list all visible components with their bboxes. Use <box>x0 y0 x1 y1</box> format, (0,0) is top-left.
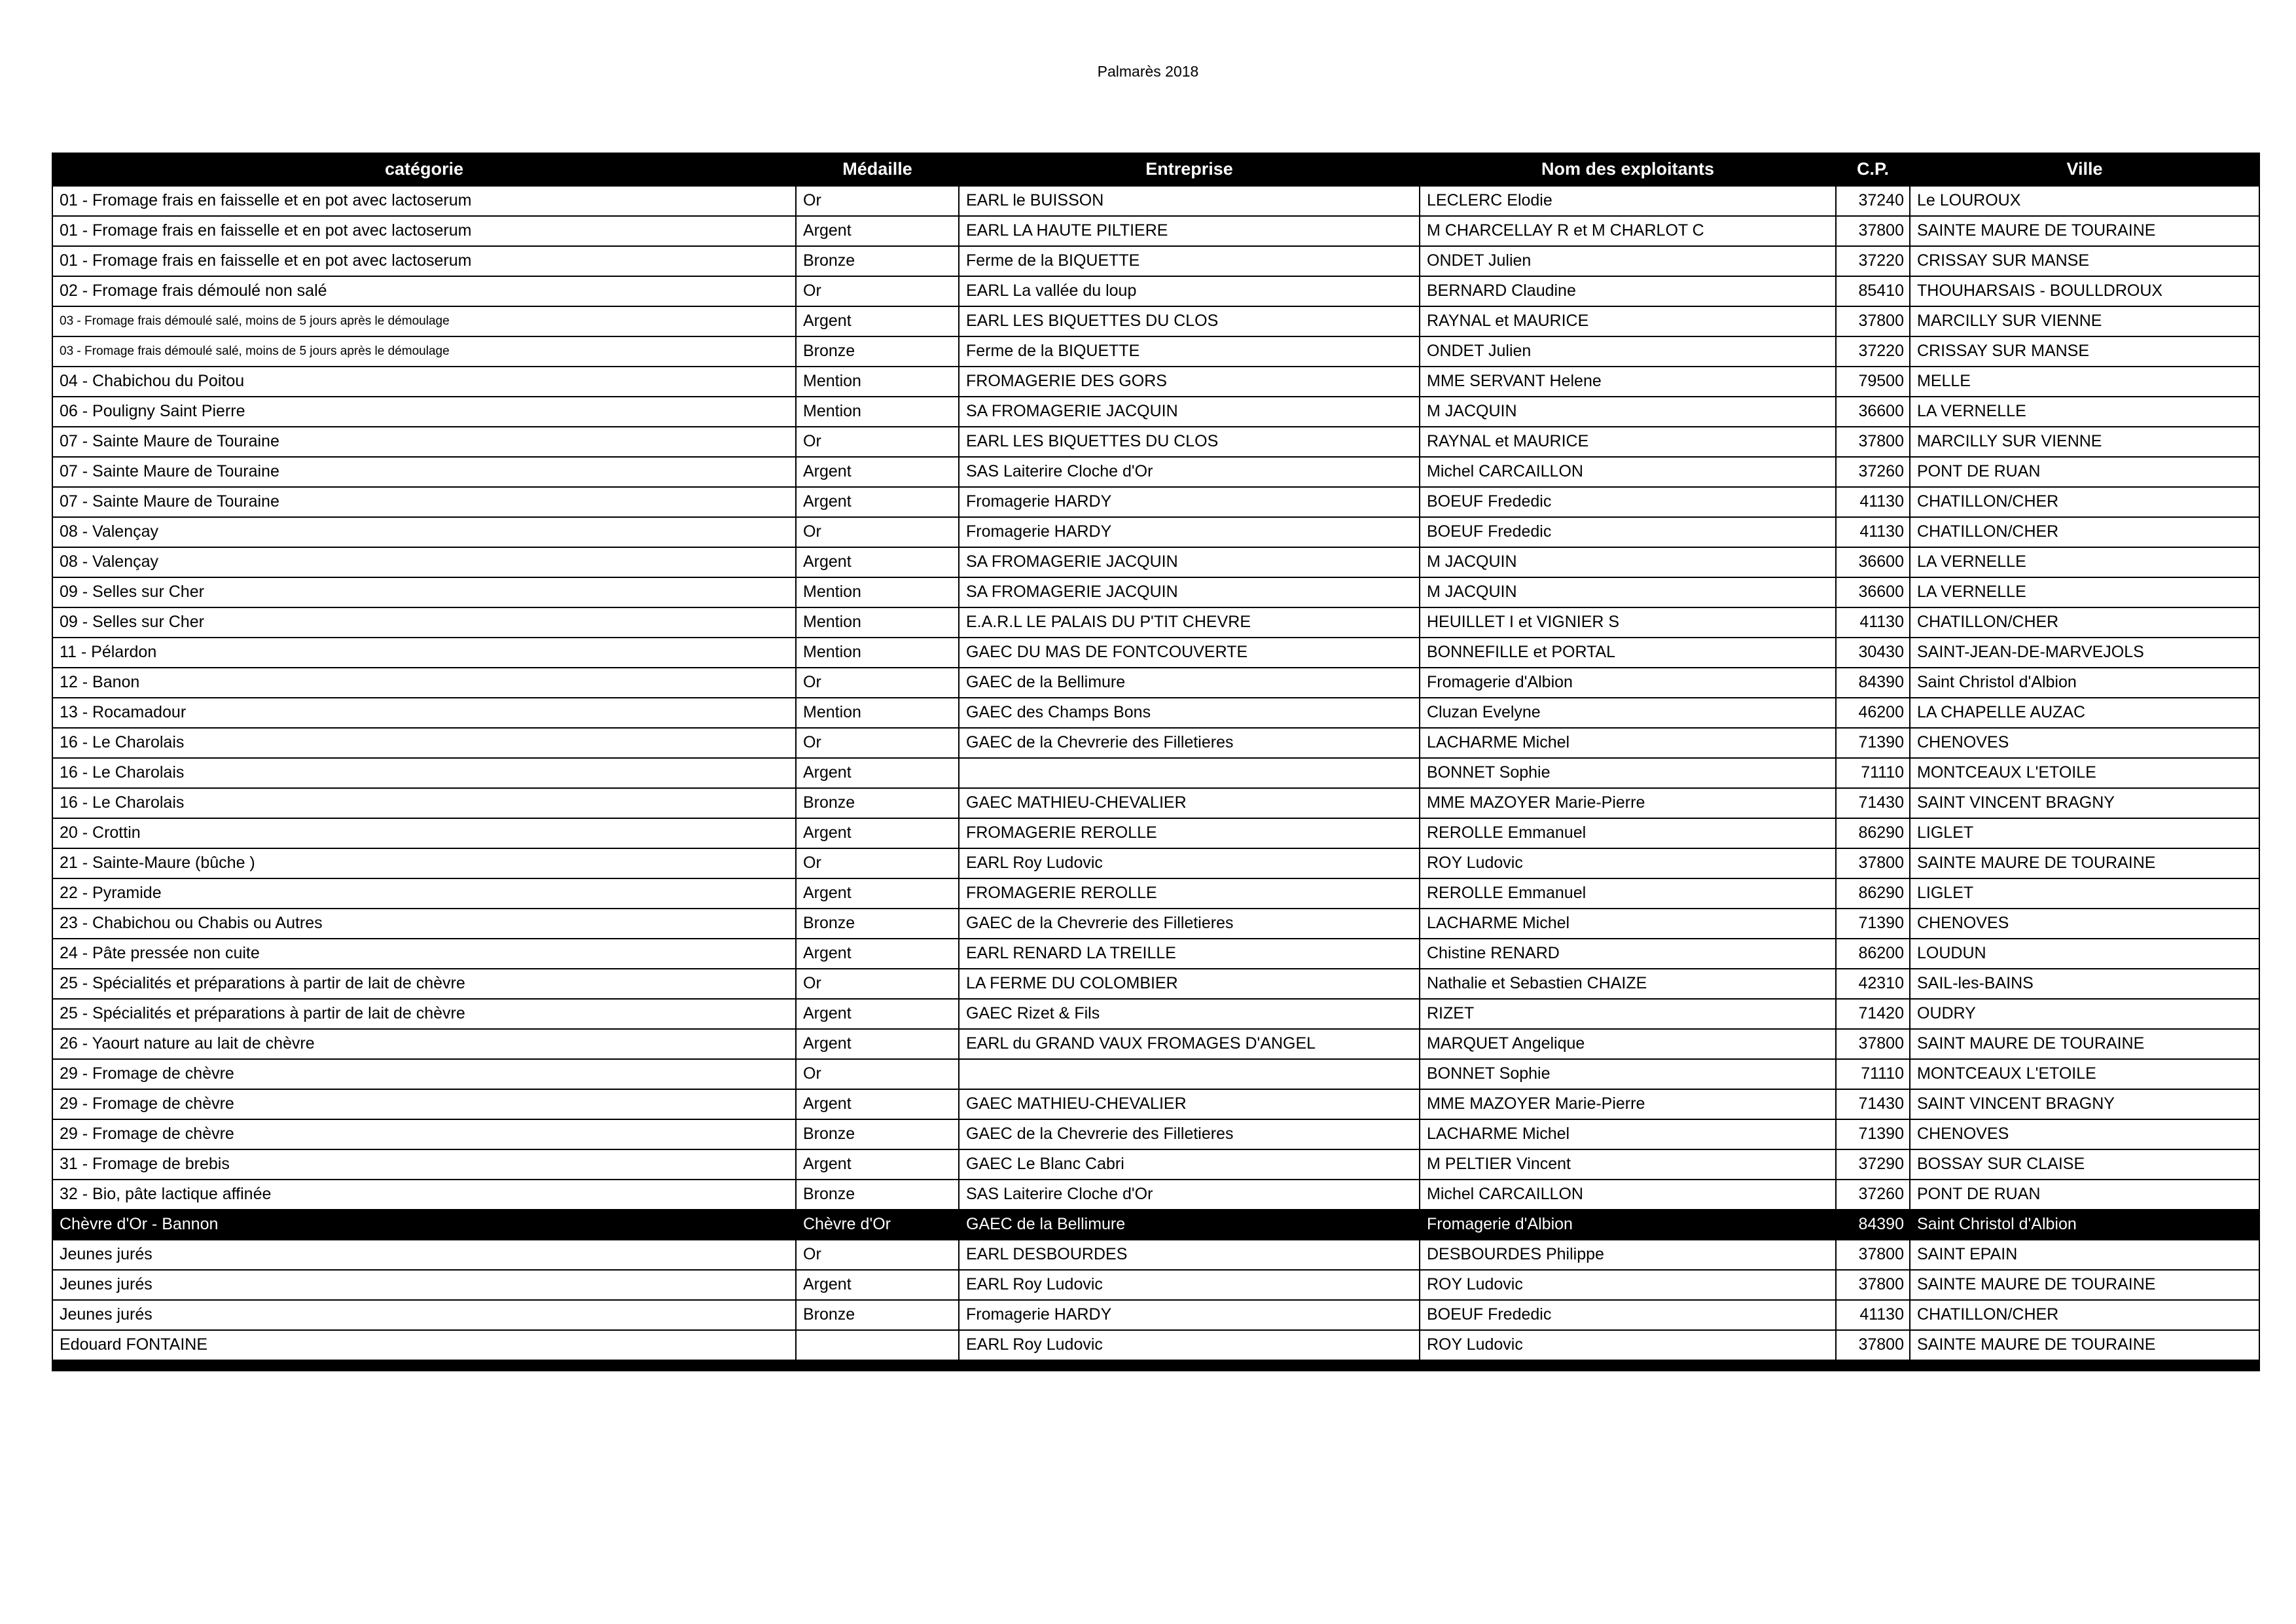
cell-categorie: Jeunes jurés <box>52 1240 796 1270</box>
cell-medaille: Argent <box>796 1029 959 1059</box>
table-row <box>52 909 2259 939</box>
cell-entreprise: EARL Roy Ludovic <box>959 1330 1420 1360</box>
cell-categorie: 16 - Le Charolais <box>52 788 796 818</box>
cell-exploitants: ONDET Julien <box>1420 246 1836 276</box>
cell-categorie: 12 - Banon <box>52 668 796 698</box>
cell-categorie: 20 - Crottin <box>52 818 796 848</box>
cell-entreprise: EARL Roy Ludovic <box>959 848 1420 878</box>
cell-categorie: 11 - Pélardon <box>52 638 796 668</box>
cell-exploitants: DESBOURDES Philippe <box>1420 1240 1836 1270</box>
cell-cp: 37220 <box>1836 246 1910 276</box>
cell-medaille: Or <box>796 517 959 547</box>
cell-entreprise: GAEC des Champs Bons <box>959 698 1420 728</box>
table-row <box>52 607 2259 638</box>
cell-entreprise: Ferme de la BIQUETTE <box>959 336 1420 367</box>
cell-categorie: 09 - Selles sur Cher <box>52 607 796 638</box>
cell-entreprise: EARL La vallée du loup <box>959 276 1420 306</box>
cell-cp: 36600 <box>1836 577 1910 607</box>
cell-ville: SAIL-les-BAINS <box>1910 969 2259 999</box>
cell-entreprise: GAEC Le Blanc Cabri <box>959 1149 1420 1180</box>
cell-medaille: Bronze <box>796 246 959 276</box>
cell-categorie: 01 - Fromage frais en faisselle et en pot avec lactoserum <box>52 216 796 246</box>
column-header-cp: C.P. <box>1836 153 1910 186</box>
cell-categorie: 22 - Pyramide <box>52 878 796 909</box>
table-row <box>52 668 2259 698</box>
cell-ville: LA VERNELLE <box>1910 577 2259 607</box>
table-row <box>52 1059 2259 1089</box>
column-header-ville: Ville <box>1910 153 2259 186</box>
cell-medaille: Or <box>796 427 959 457</box>
cell-categorie: 31 - Fromage de brebis <box>52 1149 796 1180</box>
cell-ville: SAINT EPAIN <box>1910 1240 2259 1270</box>
cell-entreprise: GAEC DU MAS DE FONTCOUVERTE <box>959 638 1420 668</box>
table-footer-bar-cell <box>52 1360 2259 1371</box>
table-header <box>52 153 2259 186</box>
cell-categorie: 03 - Fromage frais démoulé salé, moins de 5 jours après le démoulage <box>52 336 796 367</box>
table-row <box>52 788 2259 818</box>
cell-categorie: 09 - Selles sur Cher <box>52 577 796 607</box>
cell-ville: MONTCEAUX L'ETOILE <box>1910 758 2259 788</box>
cell-exploitants: LACHARME Michel <box>1420 728 1836 758</box>
cell-categorie: 08 - Valençay <box>52 517 796 547</box>
cell-medaille: Or <box>796 848 959 878</box>
column-header-entreprise: Entreprise <box>959 153 1420 186</box>
cell-categorie: 29 - Fromage de chèvre <box>52 1089 796 1119</box>
cell-exploitants: Fromagerie d'Albion <box>1420 1210 1836 1240</box>
cell-cp: 30430 <box>1836 638 1910 668</box>
cell-ville: CHATILLON/CHER <box>1910 487 2259 517</box>
cell-categorie: Chèvre d'Or - Bannon <box>52 1210 796 1240</box>
cell-medaille: Or <box>796 668 959 698</box>
cell-categorie: 32 - Bio, pâte lactique affinée <box>52 1180 796 1210</box>
cell-cp: 71390 <box>1836 728 1910 758</box>
cell-categorie: 04 - Chabichou du Poitou <box>52 367 796 397</box>
cell-medaille: Bronze <box>796 788 959 818</box>
cell-medaille: Argent <box>796 1089 959 1119</box>
cell-exploitants: REROLLE Emmanuel <box>1420 818 1836 848</box>
cell-ville: PONT DE RUAN <box>1910 1180 2259 1210</box>
cell-exploitants: RAYNAL et MAURICE <box>1420 427 1836 457</box>
cell-ville: SAINT VINCENT BRAGNY <box>1910 788 2259 818</box>
cell-cp: 86290 <box>1836 818 1910 848</box>
cell-entreprise: EARL Roy Ludovic <box>959 1270 1420 1300</box>
cell-entreprise: EARL LES BIQUETTES DU CLOS <box>959 306 1420 336</box>
cell-categorie: 29 - Fromage de chèvre <box>52 1059 796 1089</box>
cell-medaille: Argent <box>796 547 959 577</box>
cell-cp: 37800 <box>1836 427 1910 457</box>
cell-cp: 86200 <box>1836 939 1910 969</box>
cell-cp: 41130 <box>1836 1300 1910 1330</box>
cell-medaille: Or <box>796 276 959 306</box>
cell-exploitants: Chistine RENARD <box>1420 939 1836 969</box>
cell-cp: 85410 <box>1836 276 1910 306</box>
cell-entreprise: EARL du GRAND VAUX FROMAGES D'ANGEL <box>959 1029 1420 1059</box>
cell-medaille: Argent <box>796 999 959 1029</box>
cell-exploitants: MME MAZOYER Marie-Pierre <box>1420 1089 1836 1119</box>
cell-ville: LA VERNELLE <box>1910 547 2259 577</box>
cell-exploitants: LACHARME Michel <box>1420 1119 1836 1149</box>
table-row <box>52 1210 2259 1240</box>
cell-entreprise: EARL LES BIQUETTES DU CLOS <box>959 427 1420 457</box>
table-row <box>52 547 2259 577</box>
cell-ville: CHATILLON/CHER <box>1910 517 2259 547</box>
cell-cp: 84390 <box>1836 668 1910 698</box>
cell-ville: CHENOVES <box>1910 728 2259 758</box>
cell-ville: LIGLET <box>1910 878 2259 909</box>
cell-ville: CHATILLON/CHER <box>1910 607 2259 638</box>
cell-cp: 41130 <box>1836 607 1910 638</box>
table-row <box>52 939 2259 969</box>
cell-entreprise: GAEC MATHIEU-CHEVALIER <box>959 788 1420 818</box>
cell-medaille: Or <box>796 1240 959 1270</box>
table-header-row <box>52 153 2259 186</box>
cell-cp: 37800 <box>1836 306 1910 336</box>
cell-medaille: Argent <box>796 457 959 487</box>
cell-entreprise: GAEC de la Chevrerie des Filletieres <box>959 909 1420 939</box>
cell-cp: 37800 <box>1836 216 1910 246</box>
cell-exploitants: BONNET Sophie <box>1420 758 1836 788</box>
cell-exploitants: Fromagerie d'Albion <box>1420 668 1836 698</box>
cell-entreprise: GAEC de la Chevrerie des Filletieres <box>959 1119 1420 1149</box>
table-body <box>52 186 2259 1371</box>
page-title: Palmarès 2018 <box>1097 63 1199 80</box>
cell-medaille: Bronze <box>796 909 959 939</box>
cell-entreprise: SAS Laiterire Cloche d'Or <box>959 1180 1420 1210</box>
cell-medaille: Argent <box>796 306 959 336</box>
cell-exploitants: MME SERVANT Helene <box>1420 367 1836 397</box>
cell-exploitants: Michel CARCAILLON <box>1420 1180 1836 1210</box>
table-row <box>52 276 2259 306</box>
cell-exploitants: BOEUF Frededic <box>1420 517 1836 547</box>
cell-cp: 37800 <box>1836 1029 1910 1059</box>
cell-entreprise: EARL DESBOURDES <box>959 1240 1420 1270</box>
cell-cp: 37800 <box>1836 1330 1910 1360</box>
column-header-medaille: Médaille <box>796 153 959 186</box>
cell-categorie: 29 - Fromage de chèvre <box>52 1119 796 1149</box>
table-row <box>52 1149 2259 1180</box>
cell-medaille: Mention <box>796 607 959 638</box>
cell-medaille: Argent <box>796 878 959 909</box>
cell-cp: 71390 <box>1836 1119 1910 1149</box>
cell-entreprise <box>959 758 1420 788</box>
cell-entreprise: SA FROMAGERIE JACQUIN <box>959 577 1420 607</box>
cell-medaille: Bronze <box>796 1180 959 1210</box>
cell-medaille: Argent <box>796 818 959 848</box>
cell-ville: CHENOVES <box>1910 909 2259 939</box>
cell-medaille: Mention <box>796 367 959 397</box>
cell-cp: 71390 <box>1836 909 1910 939</box>
cell-categorie: 07 - Sainte Maure de Touraine <box>52 487 796 517</box>
cell-entreprise: GAEC MATHIEU-CHEVALIER <box>959 1089 1420 1119</box>
cell-cp: 37220 <box>1836 336 1910 367</box>
cell-entreprise: FROMAGERIE REROLLE <box>959 818 1420 848</box>
cell-exploitants: BOEUF Frededic <box>1420 1300 1836 1330</box>
cell-categorie: 06 - Pouligny Saint Pierre <box>52 397 796 427</box>
cell-categorie: 25 - Spécialités et préparations à partir de lait de chèvre <box>52 999 796 1029</box>
cell-ville: MONTCEAUX L'ETOILE <box>1910 1059 2259 1089</box>
table-row <box>52 638 2259 668</box>
cell-cp: 71110 <box>1836 1059 1910 1089</box>
cell-medaille: Mention <box>796 698 959 728</box>
column-header-exploitants: Nom des exploitants <box>1420 153 1836 186</box>
table-row <box>52 728 2259 758</box>
cell-medaille: Or <box>796 969 959 999</box>
cell-exploitants: MME MAZOYER Marie-Pierre <box>1420 788 1836 818</box>
cell-categorie: 23 - Chabichou ou Chabis ou Autres <box>52 909 796 939</box>
cell-exploitants: BONNEFILLE et PORTAL <box>1420 638 1836 668</box>
table-row <box>52 1180 2259 1210</box>
table-row <box>52 186 2259 216</box>
cell-exploitants: LECLERC Elodie <box>1420 186 1836 216</box>
table-row <box>52 698 2259 728</box>
cell-cp: 37260 <box>1836 457 1910 487</box>
cell-ville: MELLE <box>1910 367 2259 397</box>
cell-medaille: Argent <box>796 758 959 788</box>
table-row <box>52 1270 2259 1300</box>
cell-entreprise: FROMAGERIE REROLLE <box>959 878 1420 909</box>
cell-medaille: Argent <box>796 1270 959 1300</box>
cell-categorie: 24 - Pâte pressée non cuite <box>52 939 796 969</box>
cell-cp: 37260 <box>1836 1180 1910 1210</box>
cell-entreprise: Fromagerie HARDY <box>959 517 1420 547</box>
table-row <box>52 1119 2259 1149</box>
cell-entreprise: E.A.R.L LE PALAIS DU P'TIT CHEVRE <box>959 607 1420 638</box>
cell-ville: SAINT-JEAN-DE-MARVEJOLS <box>1910 638 2259 668</box>
cell-ville: LA VERNELLE <box>1910 397 2259 427</box>
cell-medaille: Chèvre d'Or <box>796 1210 959 1240</box>
cell-exploitants: M CHARCELLAY R et M CHARLOT C <box>1420 216 1836 246</box>
cell-entreprise: SAS Laiterire Cloche d'Or <box>959 457 1420 487</box>
cell-cp: 42310 <box>1836 969 1910 999</box>
cell-medaille: Mention <box>796 397 959 427</box>
cell-categorie: 08 - Valençay <box>52 547 796 577</box>
cell-entreprise: LA FERME DU COLOMBIER <box>959 969 1420 999</box>
cell-ville: CHENOVES <box>1910 1119 2259 1149</box>
table-row <box>52 848 2259 878</box>
cell-exploitants: Nathalie et Sebastien CHAIZE <box>1420 969 1836 999</box>
cell-exploitants: LACHARME Michel <box>1420 909 1836 939</box>
table-row <box>52 999 2259 1029</box>
cell-entreprise: FROMAGERIE DES GORS <box>959 367 1420 397</box>
cell-entreprise: EARL LA HAUTE PILTIERE <box>959 216 1420 246</box>
cell-categorie: 16 - Le Charolais <box>52 728 796 758</box>
table-row <box>52 969 2259 999</box>
cell-exploitants: ROY Ludovic <box>1420 1330 1836 1360</box>
cell-entreprise: EARL le BUISSON <box>959 186 1420 216</box>
table-row <box>52 577 2259 607</box>
cell-categorie: Jeunes jurés <box>52 1300 796 1330</box>
cell-ville: Saint Christol d'Albion <box>1910 668 2259 698</box>
cell-medaille: Mention <box>796 638 959 668</box>
cell-exploitants: Cluzan Evelyne <box>1420 698 1836 728</box>
table-row <box>52 246 2259 276</box>
cell-ville: LA CHAPELLE AUZAC <box>1910 698 2259 728</box>
cell-entreprise: GAEC Rizet & Fils <box>959 999 1420 1029</box>
cell-cp: 84390 <box>1836 1210 1910 1240</box>
results-table <box>52 153 2260 1371</box>
table-row <box>52 1029 2259 1059</box>
cell-exploitants: ONDET Julien <box>1420 336 1836 367</box>
table-row <box>52 306 2259 336</box>
cell-ville: CHATILLON/CHER <box>1910 1300 2259 1330</box>
table-row <box>52 517 2259 547</box>
cell-exploitants: MARQUET Angelique <box>1420 1029 1836 1059</box>
cell-entreprise: Ferme de la BIQUETTE <box>959 246 1420 276</box>
cell-entreprise: GAEC de la Chevrerie des Filletieres <box>959 728 1420 758</box>
cell-medaille: Argent <box>796 487 959 517</box>
cell-exploitants: ROY Ludovic <box>1420 848 1836 878</box>
cell-ville: PONT DE RUAN <box>1910 457 2259 487</box>
table-row <box>52 1240 2259 1270</box>
cell-ville: SAINTE MAURE DE TOURAINE <box>1910 216 2259 246</box>
cell-exploitants: BERNARD Claudine <box>1420 276 1836 306</box>
cell-exploitants: HEUILLET I et VIGNIER S <box>1420 607 1836 638</box>
cell-exploitants: Michel CARCAILLON <box>1420 457 1836 487</box>
cell-entreprise: GAEC de la Bellimure <box>959 668 1420 698</box>
cell-medaille: Argent <box>796 939 959 969</box>
cell-ville: LOUDUN <box>1910 939 2259 969</box>
cell-cp: 37800 <box>1836 1240 1910 1270</box>
cell-medaille: Argent <box>796 1149 959 1180</box>
cell-ville: SAINTE MAURE DE TOURAINE <box>1910 1330 2259 1360</box>
cell-cp: 86290 <box>1836 878 1910 909</box>
cell-categorie: 07 - Sainte Maure de Touraine <box>52 427 796 457</box>
cell-cp: 79500 <box>1836 367 1910 397</box>
cell-exploitants: BOEUF Frededic <box>1420 487 1836 517</box>
cell-ville: LIGLET <box>1910 818 2259 848</box>
cell-categorie: 02 - Fromage frais démoulé non salé <box>52 276 796 306</box>
cell-cp: 71110 <box>1836 758 1910 788</box>
cell-exploitants: M PELTIER Vincent <box>1420 1149 1836 1180</box>
column-header-categorie: catégorie <box>52 153 796 186</box>
cell-exploitants: M JACQUIN <box>1420 397 1836 427</box>
table-row <box>52 1300 2259 1330</box>
table-row <box>52 818 2259 848</box>
cell-exploitants: ROY Ludovic <box>1420 1270 1836 1300</box>
table-row <box>52 367 2259 397</box>
cell-exploitants: M JACQUIN <box>1420 547 1836 577</box>
cell-medaille: Bronze <box>796 336 959 367</box>
cell-exploitants: BONNET Sophie <box>1420 1059 1836 1089</box>
table-row <box>52 216 2259 246</box>
cell-cp: 37800 <box>1836 1270 1910 1300</box>
cell-entreprise <box>959 1059 1420 1089</box>
cell-entreprise: GAEC de la Bellimure <box>959 1210 1420 1240</box>
table-footer-bar <box>52 1360 2259 1371</box>
cell-cp: 36600 <box>1836 547 1910 577</box>
cell-cp: 37240 <box>1836 186 1910 216</box>
cell-cp: 37800 <box>1836 848 1910 878</box>
table-row <box>52 878 2259 909</box>
cell-cp: 71430 <box>1836 788 1910 818</box>
cell-cp: 71420 <box>1836 999 1910 1029</box>
cell-ville: SAINT VINCENT BRAGNY <box>1910 1089 2259 1119</box>
cell-categorie: 26 - Yaourt nature au lait de chèvre <box>52 1029 796 1059</box>
cell-categorie: 21 - Sainte-Maure (bûche ) <box>52 848 796 878</box>
table-row <box>52 1330 2259 1360</box>
cell-cp: 41130 <box>1836 517 1910 547</box>
cell-ville: BOSSAY SUR CLAISE <box>1910 1149 2259 1180</box>
table-row <box>52 487 2259 517</box>
cell-categorie: Edouard FONTAINE <box>52 1330 796 1360</box>
table-row <box>52 336 2259 367</box>
cell-medaille <box>796 1330 959 1360</box>
cell-categorie: 01 - Fromage frais en faisselle et en pot avec lactoserum <box>52 186 796 216</box>
cell-ville: CRISSAY SUR MANSE <box>1910 336 2259 367</box>
cell-cp: 36600 <box>1836 397 1910 427</box>
cell-categorie: 16 - Le Charolais <box>52 758 796 788</box>
cell-exploitants: REROLLE Emmanuel <box>1420 878 1836 909</box>
cell-ville: OUDRY <box>1910 999 2259 1029</box>
table-row <box>52 397 2259 427</box>
table-row <box>52 758 2259 788</box>
cell-cp: 41130 <box>1836 487 1910 517</box>
cell-ville: THOUHARSAIS - BOULLDROUX <box>1910 276 2259 306</box>
cell-cp: 37290 <box>1836 1149 1910 1180</box>
cell-categorie: 13 - Rocamadour <box>52 698 796 728</box>
cell-entreprise: SA FROMAGERIE JACQUIN <box>959 397 1420 427</box>
cell-ville: SAINTE MAURE DE TOURAINE <box>1910 1270 2259 1300</box>
cell-categorie: 25 - Spécialités et préparations à partir de lait de chèvre <box>52 969 796 999</box>
cell-categorie: Jeunes jurés <box>52 1270 796 1300</box>
cell-cp: 71430 <box>1836 1089 1910 1119</box>
cell-categorie: 03 - Fromage frais démoulé salé, moins de 5 jours après le démoulage <box>52 306 796 336</box>
cell-entreprise: Fromagerie HARDY <box>959 1300 1420 1330</box>
cell-categorie: 01 - Fromage frais en faisselle et en pot avec lactoserum <box>52 246 796 276</box>
cell-medaille: Bronze <box>796 1300 959 1330</box>
cell-medaille: Mention <box>796 577 959 607</box>
cell-entreprise: EARL RENARD LA TREILLE <box>959 939 1420 969</box>
cell-exploitants: RIZET <box>1420 999 1836 1029</box>
cell-medaille: Or <box>796 1059 959 1089</box>
cell-medaille: Or <box>796 186 959 216</box>
cell-categorie: 07 - Sainte Maure de Touraine <box>52 457 796 487</box>
cell-cp: 46200 <box>1836 698 1910 728</box>
cell-ville: MARCILLY SUR VIENNE <box>1910 306 2259 336</box>
table-row <box>52 427 2259 457</box>
cell-medaille: Or <box>796 728 959 758</box>
cell-ville: Le LOUROUX <box>1910 186 2259 216</box>
cell-exploitants: RAYNAL et MAURICE <box>1420 306 1836 336</box>
table-row <box>52 457 2259 487</box>
cell-ville: SAINTE MAURE DE TOURAINE <box>1910 848 2259 878</box>
cell-ville: CRISSAY SUR MANSE <box>1910 246 2259 276</box>
cell-medaille: Argent <box>796 216 959 246</box>
cell-ville: SAINT MAURE DE TOURAINE <box>1910 1029 2259 1059</box>
cell-entreprise: Fromagerie HARDY <box>959 487 1420 517</box>
cell-entreprise: SA FROMAGERIE JACQUIN <box>959 547 1420 577</box>
cell-ville: Saint Christol d'Albion <box>1910 1210 2259 1240</box>
table-row <box>52 1089 2259 1119</box>
cell-medaille: Bronze <box>796 1119 959 1149</box>
cell-exploitants: M JACQUIN <box>1420 577 1836 607</box>
cell-ville: MARCILLY SUR VIENNE <box>1910 427 2259 457</box>
